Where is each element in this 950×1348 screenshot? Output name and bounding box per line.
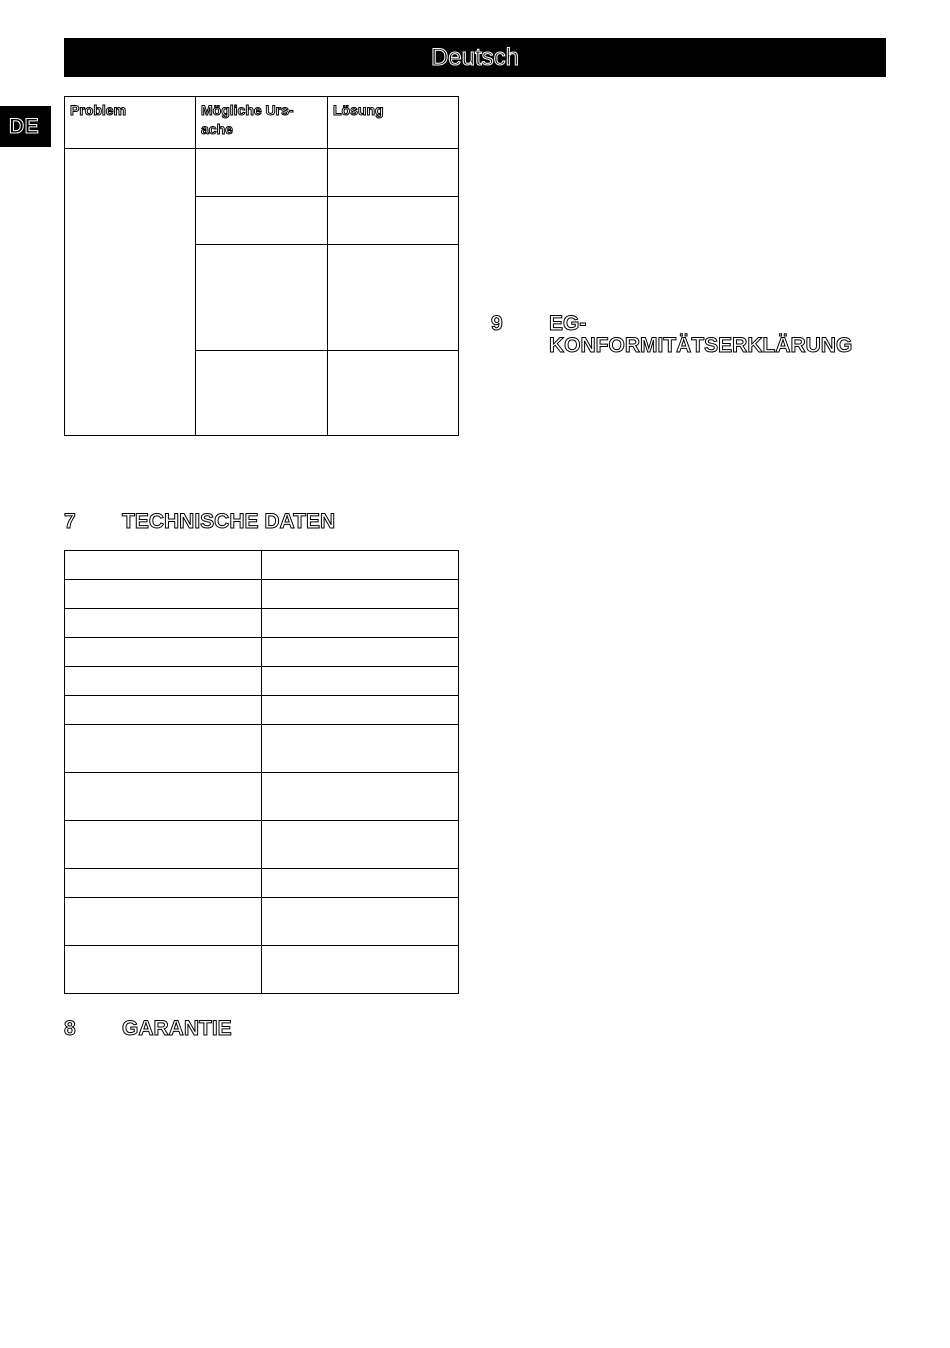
section-heading-conformity bbox=[491, 312, 886, 360]
technical-data-table bbox=[64, 550, 459, 994]
table-cell bbox=[65, 609, 262, 638]
table-cell bbox=[65, 638, 262, 667]
troubleshooting-table bbox=[64, 96, 459, 436]
table-row bbox=[65, 638, 459, 667]
table-cell bbox=[65, 149, 196, 436]
table-cell bbox=[262, 609, 459, 638]
table-cell bbox=[65, 725, 262, 773]
page-header bbox=[64, 38, 886, 77]
table-cell bbox=[65, 580, 262, 609]
table-row bbox=[65, 696, 459, 725]
table-row bbox=[65, 773, 459, 821]
table-row bbox=[65, 667, 459, 696]
table-cell bbox=[262, 898, 459, 946]
section-title-line-1: EG- bbox=[549, 312, 587, 335]
language-tab-label: DE bbox=[9, 115, 40, 138]
table-cell bbox=[328, 197, 459, 245]
table-cell bbox=[262, 725, 459, 773]
section-number: 9 bbox=[491, 312, 503, 335]
table-cell bbox=[196, 245, 328, 351]
table-cell bbox=[328, 245, 459, 351]
table-cell bbox=[328, 351, 459, 436]
column-header-solution: Lösung bbox=[328, 97, 459, 149]
table-cell bbox=[65, 869, 262, 898]
table-cell bbox=[65, 773, 262, 821]
table-cell bbox=[196, 351, 328, 436]
language-tab bbox=[0, 106, 51, 147]
table-cell bbox=[262, 667, 459, 696]
section-title: TECHNISCHE DATEN bbox=[122, 510, 336, 533]
table-cell bbox=[196, 197, 328, 245]
table-row bbox=[65, 551, 459, 580]
table-row bbox=[65, 869, 459, 898]
page-title: Deutsch bbox=[430, 44, 520, 71]
table-row bbox=[65, 946, 459, 994]
table-header-row bbox=[65, 97, 459, 149]
section-number: 8 bbox=[64, 1017, 76, 1040]
column-header-cause-text: Mögliche Urs- ache bbox=[201, 102, 294, 137]
table-cell bbox=[65, 551, 262, 580]
table-cell bbox=[262, 869, 459, 898]
section-title-line-2: KONFORMITÄTSERKLÄRUNG bbox=[549, 334, 853, 357]
table-row bbox=[65, 609, 459, 638]
table-cell bbox=[328, 149, 459, 197]
table-row bbox=[65, 149, 459, 197]
table-cell bbox=[65, 898, 262, 946]
section-title: GARANTIE bbox=[122, 1017, 232, 1040]
table-cell bbox=[262, 696, 459, 725]
table-cell bbox=[262, 551, 459, 580]
table-cell bbox=[262, 773, 459, 821]
table-row bbox=[65, 580, 459, 609]
table-cell bbox=[262, 821, 459, 869]
column-header-cause bbox=[196, 97, 328, 149]
column-header-problem: Problem bbox=[65, 97, 196, 149]
table-cell bbox=[196, 149, 328, 197]
table-cell bbox=[65, 696, 262, 725]
table-row bbox=[65, 898, 459, 946]
table-cell bbox=[262, 638, 459, 667]
section-heading-technical-data bbox=[64, 510, 459, 534]
table-row bbox=[65, 821, 459, 869]
table-cell bbox=[262, 580, 459, 609]
table-row bbox=[65, 725, 459, 773]
section-heading-warranty bbox=[64, 1017, 459, 1041]
table-cell bbox=[65, 667, 262, 696]
table-cell bbox=[262, 946, 459, 994]
table-cell bbox=[65, 946, 262, 994]
section-number: 7 bbox=[64, 510, 76, 533]
table-cell bbox=[65, 821, 262, 869]
